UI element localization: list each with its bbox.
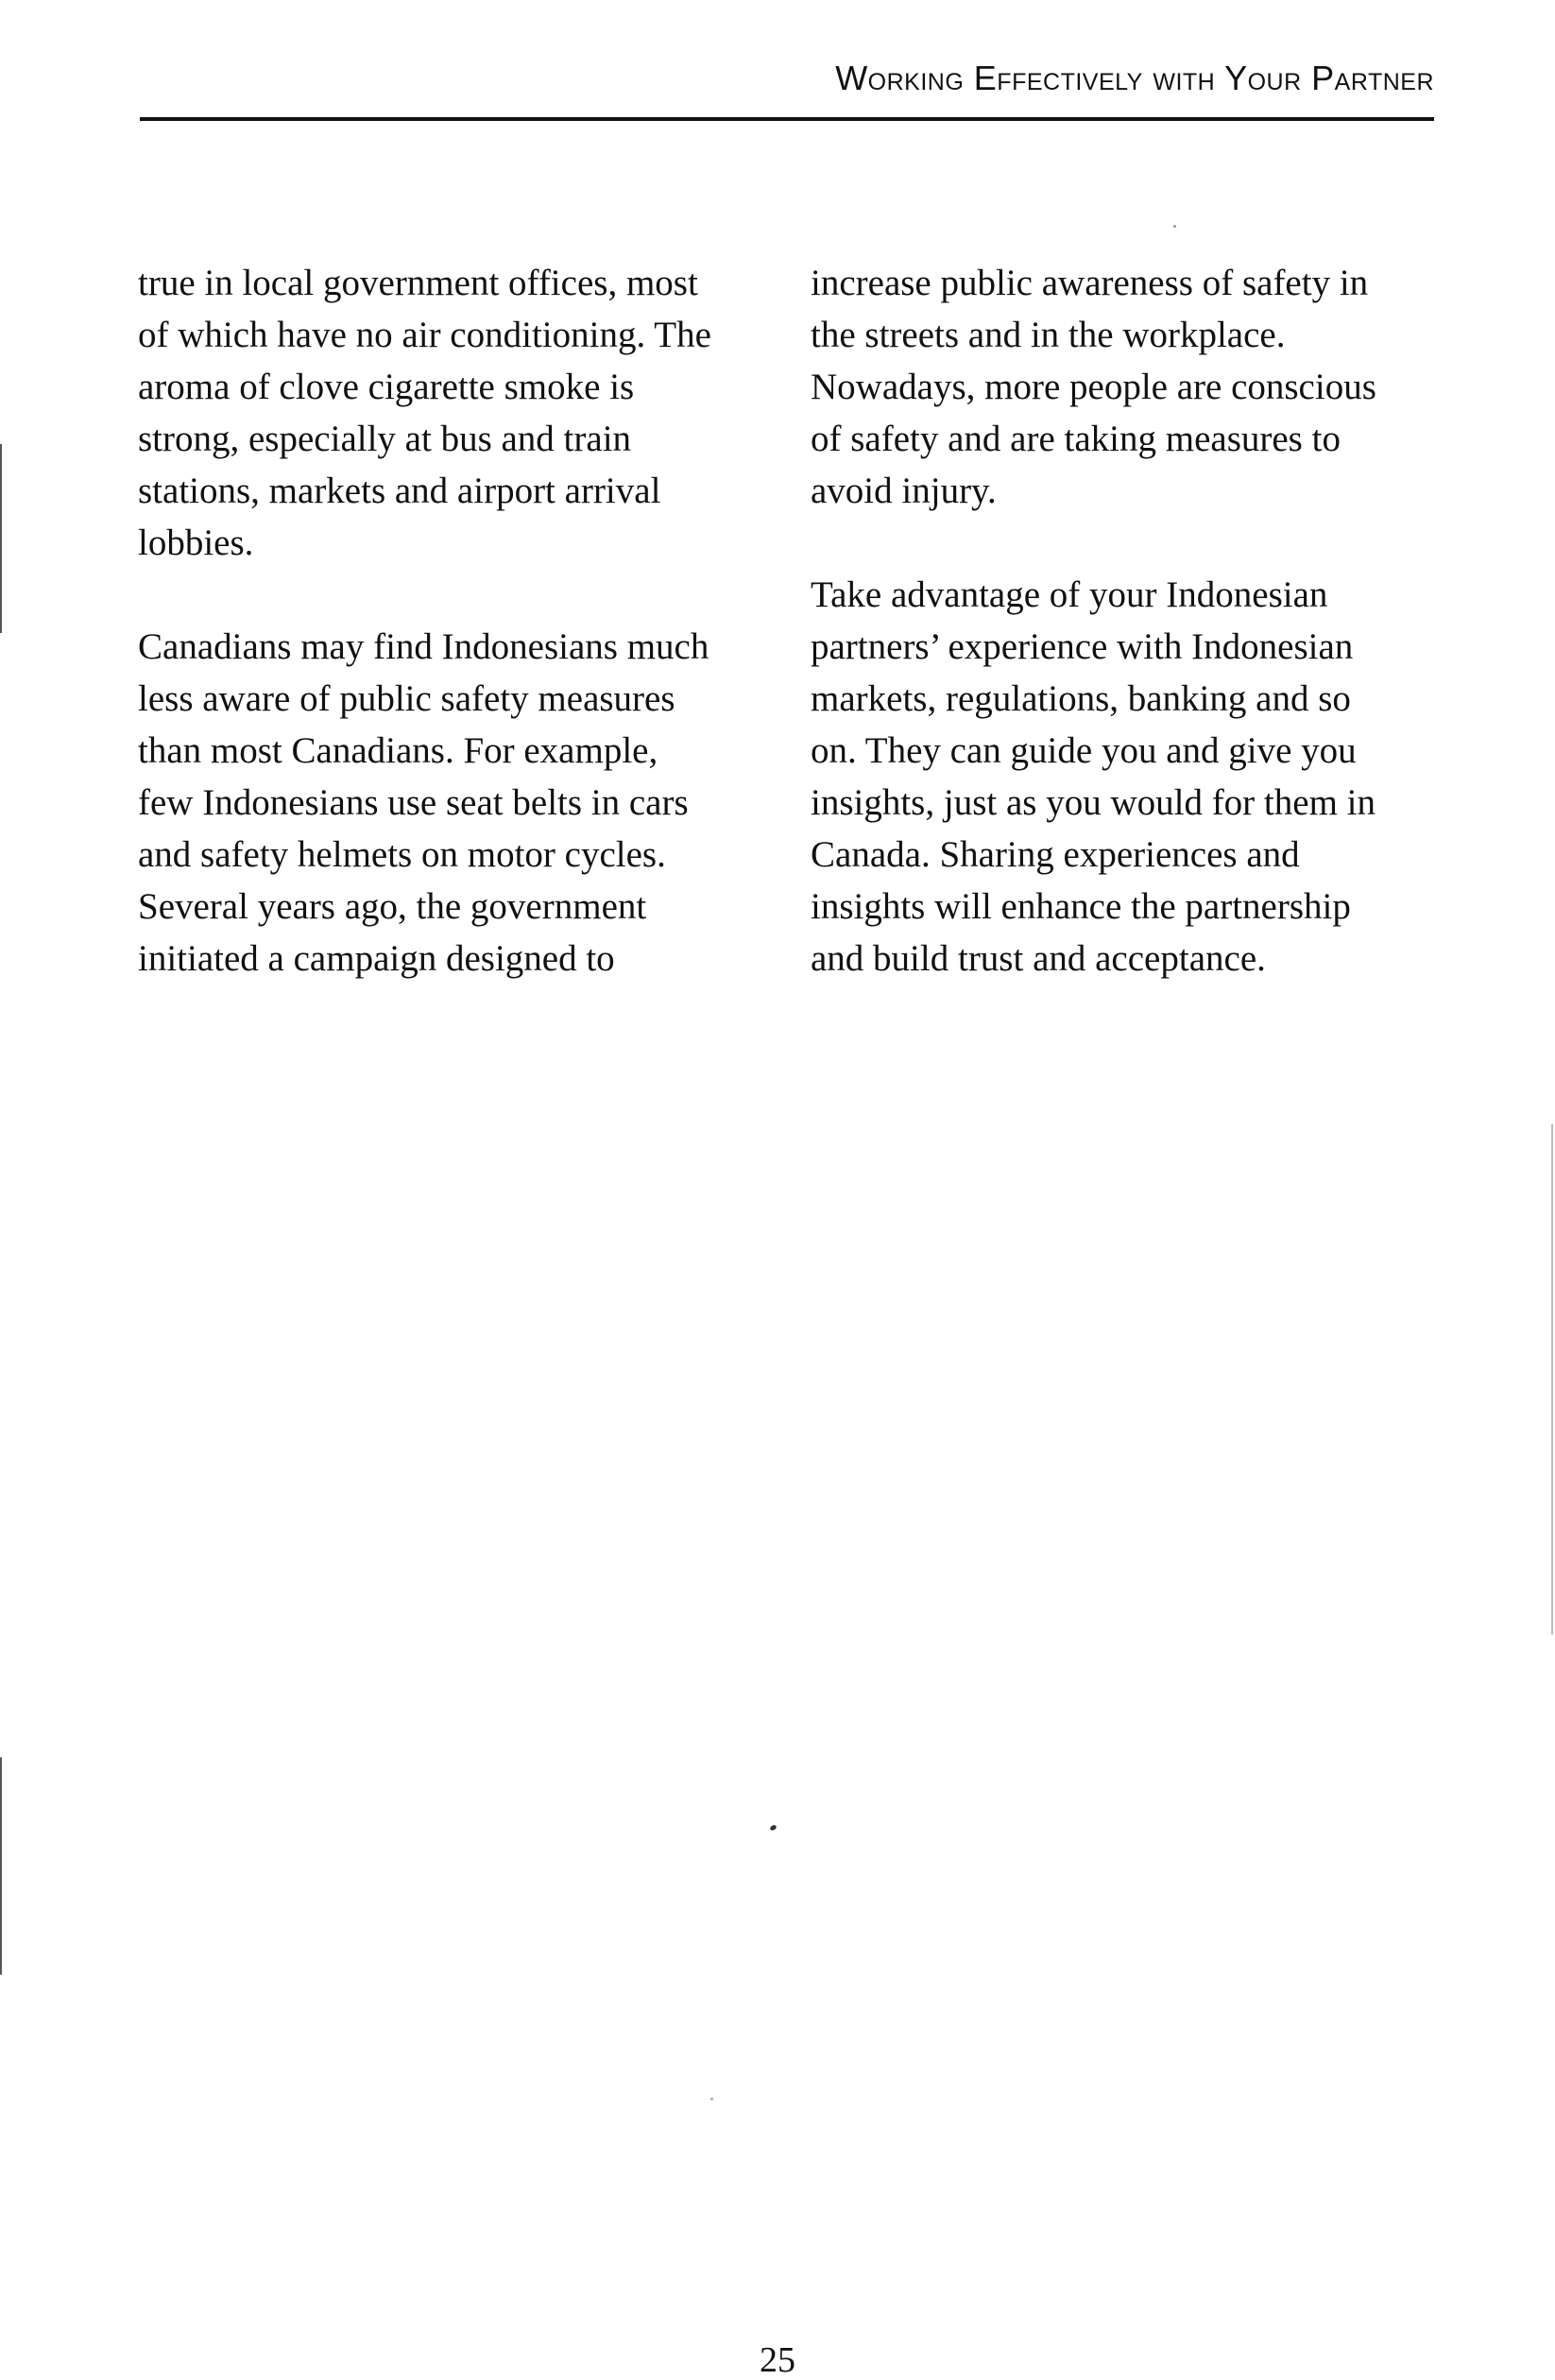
text-line: insights will enhance the partnership (811, 886, 1351, 927)
text-line: true in local government offices, most (138, 263, 698, 303)
scan-speck (710, 2097, 713, 2100)
text-line: avoid injury. (811, 471, 997, 511)
running-header: Working Effectively with Your Partner (835, 59, 1434, 97)
text-line: markets, regulations, banking and so (811, 678, 1351, 719)
paragraph (811, 257, 1453, 517)
text-line: Canadians may find Indonesians much (138, 626, 709, 667)
text-line: strong, especially at bus and train (138, 419, 632, 459)
text-line: than most Canadians. For example, (138, 730, 658, 771)
paragraph (138, 621, 780, 985)
text-line: on. They can guide you and give you (811, 730, 1357, 771)
text-line: partners’ experience with Indonesian (811, 626, 1354, 667)
text-line: initiated a campaign designed to (138, 938, 615, 979)
paragraph (138, 257, 780, 569)
text-line: and safety helmets on motor cycles. (138, 834, 666, 875)
text-line: Several years ago, the government (138, 886, 647, 927)
scan-speck (769, 1824, 778, 1832)
right-column (811, 257, 1453, 985)
text-line: stations, markets and airport arrival (138, 471, 661, 511)
text-line: less aware of public safety measures (138, 678, 675, 719)
text-line: of safety and are taking measures to (811, 419, 1341, 459)
paragraph-gap (811, 517, 1453, 569)
text-line: few Indonesians use seat belts in cars (138, 782, 689, 823)
text-line: Take advantage of your Indonesian (811, 574, 1328, 615)
scan-edge-mark (1551, 1124, 1553, 1635)
text-line: increase public awareness of safety in (811, 263, 1369, 303)
paragraph (811, 569, 1453, 985)
text-line: insights, just as you would for them in (811, 782, 1376, 823)
page-number: 25 (760, 2340, 795, 2380)
text-line: aroma of clove cigarette smoke is (138, 367, 635, 407)
text-line: lobbies. (138, 522, 254, 563)
scan-edge-mark (0, 444, 2, 633)
header-rule (140, 117, 1434, 121)
scan-speck (1173, 225, 1176, 228)
text-line: the streets and in the workplace. (811, 315, 1286, 355)
text-line: Canada. Sharing experiences and (811, 834, 1300, 875)
paragraph-gap (138, 569, 780, 621)
text-line: and build trust and acceptance. (811, 938, 1266, 979)
text-line: Nowadays, more people are conscious (811, 367, 1376, 407)
left-column (138, 257, 780, 985)
text-line: of which have no air conditioning. The (138, 315, 711, 355)
scan-edge-mark (0, 1757, 2, 1975)
